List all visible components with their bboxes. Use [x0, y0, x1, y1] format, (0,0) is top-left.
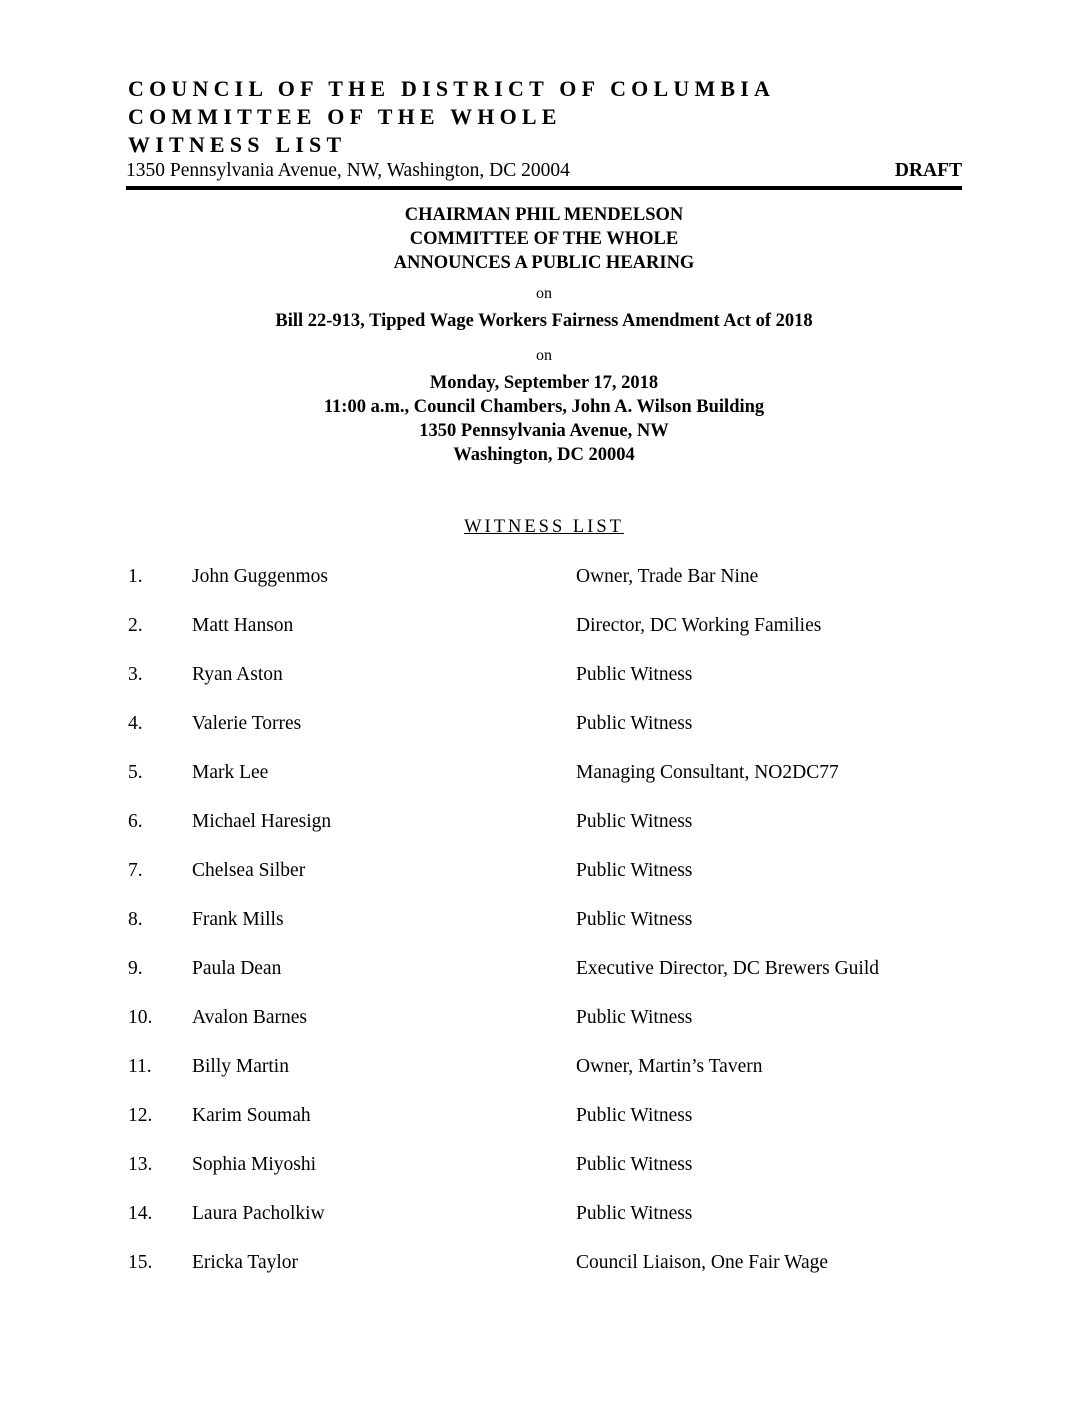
witness-affiliation: Public Witness — [576, 664, 693, 685]
witness-name: Frank Mills — [192, 909, 284, 930]
witness-name: Avalon Barnes — [192, 1007, 307, 1028]
hearing-date: Monday, September 17, 2018 — [429, 373, 659, 393]
witness-name: Ryan Aston — [192, 664, 283, 685]
letterhead-document-type: WITNESS LIST — [128, 132, 347, 157]
witness-number: 1. — [128, 566, 143, 587]
witness-number: 9. — [128, 958, 143, 979]
witness-name: Billy Martin — [192, 1056, 289, 1077]
witness-affiliation: Public Witness — [576, 811, 693, 832]
witness-affiliation: Director, DC Working Families — [576, 615, 822, 636]
letterhead-address: 1350 Pennsylvania Avenue, NW, Washington, DC 20004 — [126, 160, 570, 181]
witness-number: 15. — [128, 1252, 153, 1273]
hearing-city: Washington, DC 20004 — [453, 445, 635, 465]
witness-name: Chelsea Silber — [192, 860, 306, 881]
witness-number: 5. — [128, 762, 143, 783]
witness-row — [0, 615, 1088, 664]
announcement-on-1: on — [536, 285, 552, 302]
witness-name: Mark Lee — [192, 762, 269, 783]
draft-label: DRAFT — [894, 160, 962, 181]
announcement-on-2: on — [536, 347, 552, 364]
witness-list-heading: WITNESS LIST — [464, 517, 624, 537]
letterhead-address-row — [126, 160, 962, 182]
witness-number: 11. — [128, 1056, 152, 1077]
witness-name: Valerie Torres — [192, 713, 302, 734]
witness-number: 6. — [128, 811, 143, 832]
witness-name: Matt Hanson — [192, 615, 294, 636]
witness-row — [0, 713, 1088, 762]
witness-name: Sophia Miyoshi — [192, 1154, 317, 1175]
witness-number: 13. — [128, 1154, 153, 1175]
witness-number: 14. — [128, 1203, 153, 1224]
witness-number: 7. — [128, 860, 143, 881]
witness-affiliation: Public Witness — [576, 1154, 693, 1175]
witness-row — [0, 811, 1088, 860]
witness-number: 2. — [128, 615, 143, 636]
witness-row — [0, 1154, 1088, 1203]
witness-row — [0, 1252, 1088, 1301]
witness-row — [0, 909, 1088, 958]
hearing-street: 1350 Pennsylvania Avenue, NW — [419, 421, 669, 441]
witness-affiliation: Public Witness — [576, 713, 693, 734]
witness-name: Karim Soumah — [192, 1105, 311, 1126]
witness-row — [0, 762, 1088, 811]
letterhead-council: COUNCIL OF THE DISTRICT OF COLUMBIA — [128, 76, 776, 101]
witness-row — [0, 1105, 1088, 1154]
witness-name: Laura Pacholkiw — [192, 1203, 325, 1224]
witness-name: Ericka Taylor — [192, 1252, 299, 1273]
witness-row — [0, 1007, 1088, 1056]
witness-number: 10. — [128, 1007, 153, 1028]
witness-affiliation: Public Witness — [576, 1203, 693, 1224]
witness-name: John Guggenmos — [192, 566, 328, 587]
hearing-time-location: 11:00 a.m., Council Chambers, John A. Wilson Building — [323, 397, 765, 417]
announcement-hearing: ANNOUNCES A PUBLIC HEARING — [393, 253, 695, 273]
witness-row — [0, 860, 1088, 909]
witness-affiliation: Owner, Martin’s Tavern — [576, 1056, 763, 1077]
witness-affiliation: Public Witness — [576, 909, 693, 930]
witness-number: 4. — [128, 713, 143, 734]
witness-affiliation: Owner, Trade Bar Nine — [576, 566, 759, 587]
witness-name: Paula Dean — [192, 958, 282, 979]
witness-number: 3. — [128, 664, 143, 685]
witness-affiliation: Council Liaison, One Fair Wage — [576, 1252, 829, 1273]
witness-affiliation: Executive Director, DC Brewers Guild — [576, 958, 880, 979]
witness-affiliation: Public Witness — [576, 1105, 693, 1126]
witness-name: Michael Haresign — [192, 811, 332, 832]
announcement-committee: COMMITTEE OF THE WHOLE — [409, 229, 679, 249]
bill-title: Bill 22-913, Tipped Wage Workers Fairness Amendment Act of 2018 — [275, 311, 813, 331]
header-divider — [126, 186, 962, 190]
witness-number: 8. — [128, 909, 143, 930]
witness-row — [0, 1203, 1088, 1252]
witness-row — [0, 958, 1088, 1007]
witness-affiliation: Managing Consultant, NO2DC77 — [576, 762, 839, 783]
witness-affiliation: Public Witness — [576, 1007, 693, 1028]
witness-list — [0, 566, 1088, 1301]
witness-row — [0, 664, 1088, 713]
witness-row — [0, 1056, 1088, 1105]
letterhead-committee: COMMITTEE OF THE WHOLE — [128, 104, 562, 129]
witness-row — [0, 566, 1088, 615]
witness-number: 12. — [128, 1105, 153, 1126]
witness-affiliation: Public Witness — [576, 860, 693, 881]
announcement-chair: CHAIRMAN PHIL MENDELSON — [404, 205, 684, 225]
